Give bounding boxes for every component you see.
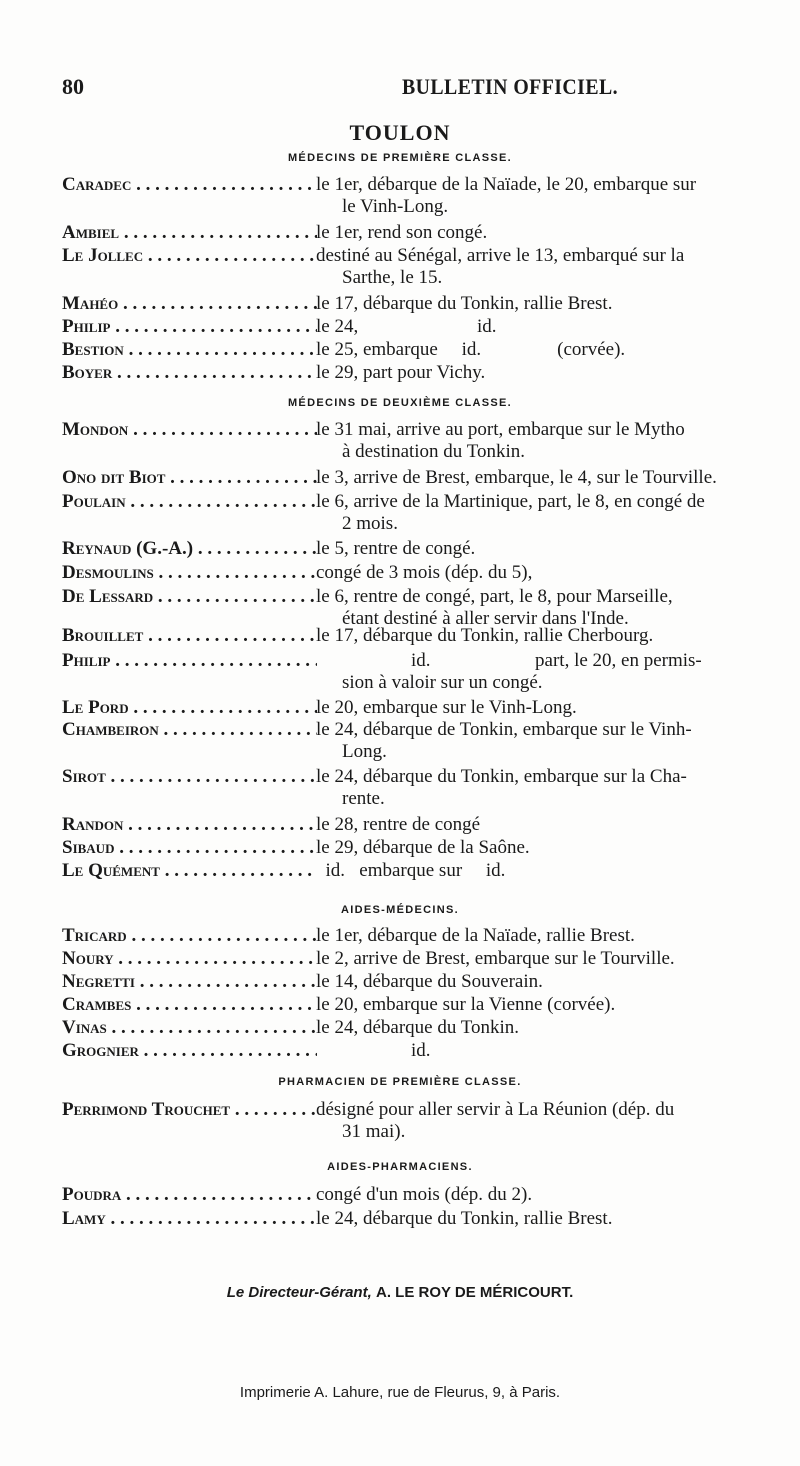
entry-text: le 17, débarque du Tonkin, rallie Cherbourg. (316, 625, 654, 646)
entry-name: Chambeiron . . . (62, 719, 317, 741)
entry-text: le 28, rentre de congé (316, 814, 481, 835)
signature-role: Le Directeur-Gérant, (226, 1284, 372, 1301)
section-heading: MÉDECINS DE DEUXIÈME CLASSE. (287, 397, 513, 409)
entry-text: congé d'un mois (dép. du 2). (316, 1184, 533, 1205)
entry-name: Noury . . . (62, 948, 317, 970)
entry-name: Poulain . . . (62, 491, 317, 513)
entry-name: Reynaud (G.-A.) . . . (62, 538, 317, 560)
entry-text: le 24, débarque de Tonkin, embarque sur le Vinh- Long. (316, 719, 692, 762)
entry-name: Tricard . . . (62, 925, 317, 947)
entry-text: le 24, débarque du Tonkin. (316, 1017, 520, 1038)
entry-name: Boyer . . . (62, 362, 317, 384)
entry-name: Randon . . . (62, 814, 317, 836)
entry-text: désigné pour aller servir à La Réunion (dép. du 31 mai). (316, 1099, 675, 1142)
entry-name: Philip . . . (62, 316, 317, 338)
entry-text: le 5, rentre de congé. (316, 538, 476, 559)
entry-name: Grognier . . . (62, 1040, 317, 1062)
page-header (62, 74, 762, 108)
entry-text: id. (316, 1040, 431, 1061)
entry-text: le 1er, débarque de la Naïade, rallie Brest. (316, 925, 635, 946)
entry-text: le 20, embarque sur la Vienne (corvée). (316, 994, 616, 1015)
entry-text: le 20, embarque sur le Vinh-Long. (316, 697, 577, 718)
entry-name: Crambes . . . (62, 994, 317, 1016)
entry-text: id. embarque sur id. (316, 860, 506, 881)
running-title: BULLETIN OFFICIEL. (402, 74, 619, 99)
entry-text: le 17, débarque du Tonkin, rallie Brest. (316, 293, 613, 314)
city-heading: TOULON (349, 120, 451, 145)
entry-name: Philip . . . (62, 650, 317, 672)
entry-text: congé de 3 mois (dép. du 5), (316, 562, 533, 583)
entry-name: Perrimond Trouchet . . . (62, 1099, 320, 1121)
entry-text: le 24, débarque du Tonkin, embarque sur la Cha- rente. (316, 766, 687, 809)
entry-name: Sirot . . . (62, 766, 317, 788)
entry-name: Le Quément . . . (62, 860, 317, 882)
entry-text: le 29, débarque de la Saône. (316, 837, 530, 858)
entry-name: Lamy . . . (62, 1208, 317, 1230)
entry-name: De Lessard . . . (62, 586, 317, 608)
entry-name: Bestion . . . (62, 339, 317, 361)
entry-name: Ono dit Biot . . . (62, 467, 317, 489)
entry-text: le 1er, rend son congé. (316, 222, 488, 243)
entry-text: le 3, arrive de Brest, embarque, le 4, sur le Tourville. (316, 467, 717, 488)
entry-name: Sibaud . . . (62, 837, 317, 859)
entry-text: le 6, arrive de la Martinique, part, le 8, en congé de 2 mois. (316, 491, 705, 534)
entry-name: Desmoulins . . . (62, 562, 317, 584)
entry-name: Brouillet . . . (62, 625, 317, 647)
entry-name: Poudra . . . (62, 1184, 317, 1206)
section-heading: AIDES-PHARMACIENS. (327, 1161, 473, 1173)
section-heading: MÉDECINS DE PREMIÈRE CLASSE. (287, 152, 513, 164)
entry-text: le 24, id. (316, 316, 497, 337)
entry-text: le 25, embarque id. (corvée). (316, 339, 626, 360)
entry-text: destiné au Sénégal, arrive le 13, embarqué sur la Sarthe, le 15. (316, 245, 685, 288)
entry-name: Caradec . . . (62, 174, 317, 196)
entry-name: Mondon . . . (62, 419, 317, 441)
entry-name: Negretti . . . (62, 971, 317, 993)
entry-text: le 14, débarque du Souverain. (316, 971, 543, 992)
entry-text: le 1er, débarque de la Naïade, le 20, embarque sur le Vinh-Long. (316, 174, 697, 217)
signature (0, 1282, 800, 1302)
section-heading: PHARMACIEN DE PREMIÈRE CLASSE. (278, 1076, 522, 1088)
entry-text: id. part, le 20, en permis- sion à valoir sur un congé. (316, 650, 702, 693)
entry-text: le 31 mai, arrive au port, embarque sur le Mytho à destination du Tonkin. (316, 419, 685, 462)
entry-name: Le Jollec . . . (62, 245, 317, 267)
entry-text: le 29, part pour Vichy. (316, 362, 486, 383)
entry-name: Le Pord . . . (62, 697, 317, 719)
printer-imprint: Imprimerie A. Lahure, rue de Fleurus, 9, à Paris. (239, 1384, 561, 1401)
entry-name: Mahéo . . . (62, 293, 317, 315)
entry-name: Vinas . . . (62, 1017, 317, 1039)
page-number: 80 (62, 74, 84, 99)
entry-name: Ambiel . . . (62, 222, 317, 244)
section-heading: AIDES-MÉDECINS. (341, 904, 459, 916)
entry-text: le 2, arrive de Brest, embarque sur le Tourville. (316, 948, 675, 969)
entry-text: le 6, rentre de congé, part, le 8, pour Marseille, étant destiné à aller servir dans l'Inde. (316, 586, 673, 629)
signature-name: A. LE ROY DE MÉRICOURT. (376, 1284, 574, 1301)
entry-text: le 24, débarque du Tonkin, rallie Brest. (316, 1208, 613, 1229)
